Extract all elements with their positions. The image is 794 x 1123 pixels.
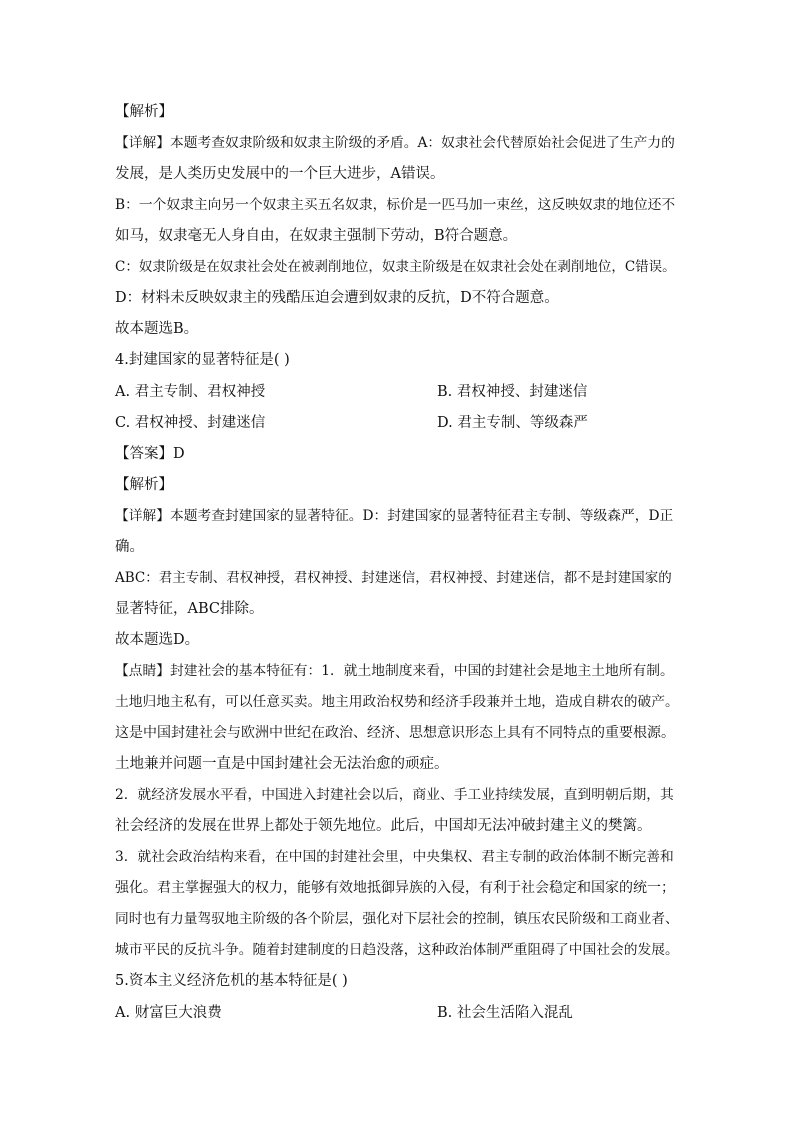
q5-question: 5.资本主义经济危机的基本特征是( ) [115, 973, 348, 989]
q4-option-b: B. 君权神授、封建迷信 [437, 384, 588, 400]
q3-option-b-analysis: B：一个奴隶主向另一个奴隶主买五名奴隶，标价是一匹马加一束丝，这反映奴隶的地位还不 [115, 197, 676, 213]
q3-detail-line: 发展，是人类历史发展中的一个巨大进步，A错误。 [115, 166, 445, 182]
q5-option-b: B. 社会生活陷入混乱 [437, 1005, 573, 1021]
q4-tip-line: 【点睛】封建社会的基本特征有：1．就土地制度来看，中国的封建社会是地主土地所有制。 [115, 663, 674, 679]
q4-question: 4.封建国家的显著特征是( ) [115, 352, 290, 368]
q4-option-d: D. 君主专制、等级森严 [437, 415, 588, 431]
q4-tip-line: 社会经济的发展在世界上都处于领先地位。此后，中国却无法冲破封建主义的樊篱。 [115, 818, 652, 834]
q3-analysis-label: 【解析】 [115, 104, 173, 120]
q4-conclusion: 故本题选D。 [115, 632, 200, 648]
q4-tip-line: 这是中国封建社会与欧洲中世纪在政治、经济、思想意识形态上具有不同特点的重要根源。 [115, 725, 675, 741]
q4-detail-line: 确。 [115, 539, 144, 555]
q3-option-c-analysis: C：奴隶阶级是在奴隶社会处在被剥削地位，奴隶主阶级是在奴隶社会处在剥削地位，C错误。 [115, 259, 676, 275]
q3-detail-line: 【详解】本题考查奴隶阶级和奴隶主阶级的矛盾。A：奴隶社会代替原始社会促进了生产力的 [115, 135, 675, 151]
q4-tip-line: 同时也有力量驾驭地主阶级的各个阶层，强化对下层社会的控制，镇压农民阶级和工商业者、 [115, 911, 679, 927]
q4-abc-analysis: ABC：君主专制、君权神授，君权神授、封建迷信，君权神授、封建迷信，都不是封建国家的 [115, 570, 672, 586]
q3-option-d-analysis: D：材料未反映奴隶主的残酷压迫会遭到奴隶的反抗，D不符合题意。 [115, 290, 559, 306]
q4-option-a: A. 君主专制、君权神授 [115, 384, 266, 400]
q4-answer: 【答案】D [115, 446, 185, 462]
q4-tip-line: 3．就社会政治结构来看，在中国的封建社会里，中央集权、君主专制的政治体制不断完善和 [115, 849, 674, 865]
q4-option-c: C. 君权神授、封建迷信 [115, 415, 266, 431]
q4-abc-analysis: 显著特征，ABC排除。 [115, 601, 264, 617]
q4-tip-line: 土地归地主私有，可以任意买卖。地主用政治权势和经济手段兼并土地，造成自耕农的破产。 [115, 694, 679, 710]
q4-tip-line: 2．就经济发展水平看，中国进入封建社会以后，商业、手工业持续发展，直到明朝后期，其 [115, 787, 674, 803]
q4-analysis-label: 【解析】 [115, 477, 173, 493]
q3-conclusion: 故本题选B。 [115, 321, 199, 337]
q4-tip-line: 城市平民的反抗斗争。随着封建制度的日趋没落，这种政治体制严重阻碍了中国社会的发展。 [115, 942, 679, 958]
q5-option-a: A. 财富巨大浪费 [115, 1005, 222, 1021]
q4-detail-line: 【详解】本题考查封建国家的显著特征。D：封建国家的显著特征君主专制、等级森严，D正 [115, 508, 674, 524]
q4-tip-line: 土地兼并问题一直是中国封建社会无法治愈的顽症。 [115, 756, 449, 772]
q4-tip-line: 强化。君主掌握强大的权力，能够有效地抵御异族的入侵，有利于社会稳定和国家的统一； [115, 880, 675, 896]
q3-option-b-analysis: 如马，奴隶毫无人身自由，在奴隶主强制下劳动，B符合题意。 [115, 228, 518, 244]
